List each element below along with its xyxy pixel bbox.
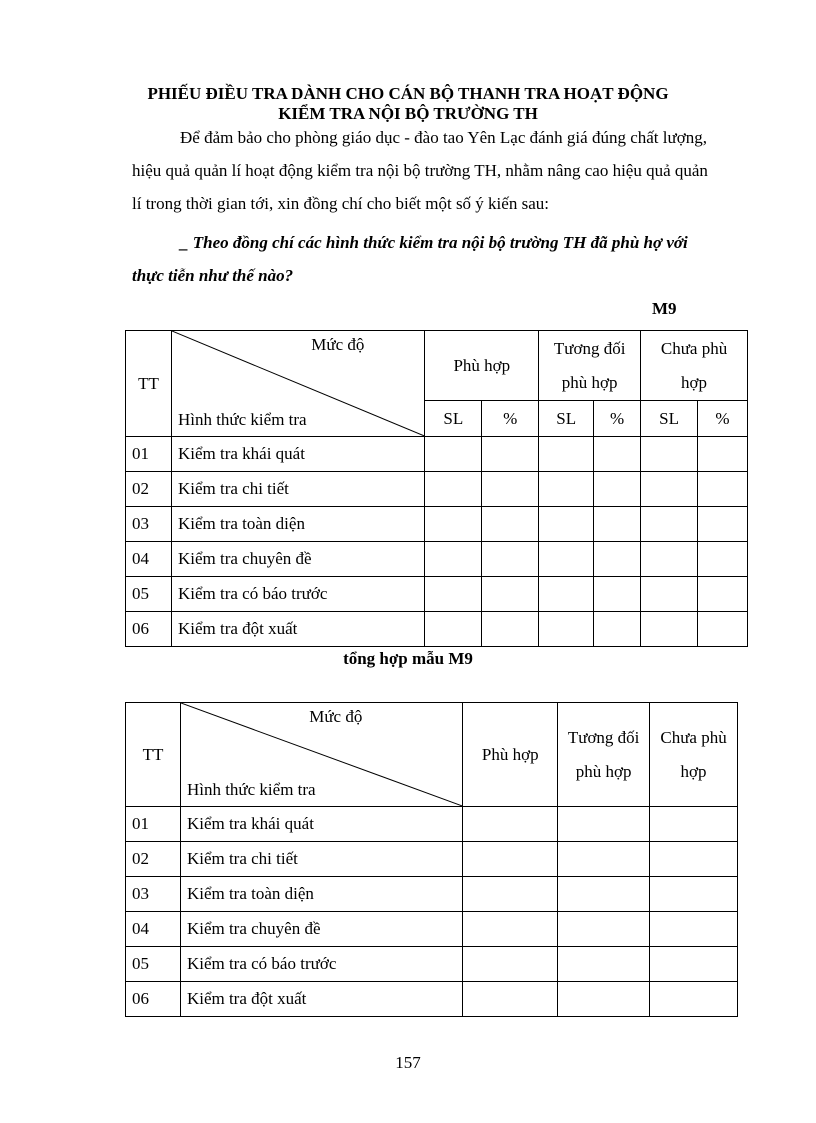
intro-paragraph: Để đảm bảo cho phòng giáo dục - đào tao Yên Lạc đánh giá đúng chất lượng, hiệu quả quản lí hoạt động kiểm tra nội bộ trường TH, nhằm nâng cao hiệu quả quản lí trong thời gian tới, xin đồng chí cho biết một số ý kiến sau: [132,128,708,213]
input-cell[interactable] [425,612,482,647]
input-cell[interactable] [558,982,650,1017]
row-tt: 06 [126,982,181,1017]
table-row [126,842,738,877]
row-tt: 02 [126,842,181,877]
input-cell[interactable] [594,472,641,507]
table-row [126,877,738,912]
input-cell[interactable] [463,842,558,877]
row-tt: 02 [126,472,172,507]
document-title-line-1: PHIẾU ĐIỀU TRA DÀNH CHO CÁN BỘ THANH TRA HOẠT ĐỘNG [147,84,669,103]
survey-question: _ Theo đồng chí các hình thức kiểm tra nội bộ trường TH đã phù hợ với thực tiễn như thế nào? [132,233,688,285]
header-phu-hop: Phù hợp [425,331,539,401]
row-tt: 05 [126,947,181,982]
row-tt: 01 [126,437,172,472]
subheader-sl: SL [641,401,698,437]
input-cell[interactable] [425,472,482,507]
row-form-name: Kiểm tra chi tiết [171,472,424,507]
input-cell[interactable] [698,577,748,612]
input-cell[interactable] [539,612,594,647]
header-phu-hop: Phù hợp [463,703,558,807]
table-row [126,912,738,947]
input-cell[interactable] [650,947,738,982]
summary-table-m9 [125,702,738,1017]
table-row [126,507,748,542]
input-cell[interactable] [594,612,641,647]
row-form-name: Kiểm tra đột xuất [180,982,462,1017]
input-cell[interactable] [539,472,594,507]
table-row [126,542,748,577]
input-cell[interactable] [650,912,738,947]
input-cell[interactable] [482,507,539,542]
input-cell[interactable] [650,877,738,912]
header-chua-phu-hop: Chưa phù hợp [650,703,738,807]
subheader-sl: SL [425,401,482,437]
input-cell[interactable] [425,507,482,542]
table-row [126,472,748,507]
document-title-line-2: KIỂM TRA NỘI BỘ TRƯỜNG TH [278,104,538,123]
header-form-label: Hình thức kiểm tra [177,410,307,429]
input-cell[interactable] [650,982,738,1017]
input-cell[interactable] [482,472,539,507]
input-cell[interactable] [698,472,748,507]
row-form-name: Kiểm tra chi tiết [180,842,462,877]
input-cell[interactable] [594,437,641,472]
header-tt: TT [126,703,181,807]
input-cell[interactable] [641,542,698,577]
subheader-percent: % [594,401,641,437]
input-cell[interactable] [539,577,594,612]
header-form-label: Hình thức kiểm tra [186,780,316,799]
input-cell[interactable] [463,877,558,912]
input-cell[interactable] [698,542,748,577]
input-cell[interactable] [698,437,748,472]
input-cell[interactable] [641,507,698,542]
header-tuong-doi-phu-hop: Tương đối phù hợp [558,703,650,807]
input-cell[interactable] [539,507,594,542]
subheader-percent: % [482,401,539,437]
row-form-name: Kiểm tra toàn diện [180,877,462,912]
row-form-name: Kiểm tra chuyên đề [180,912,462,947]
input-cell[interactable] [698,507,748,542]
input-cell[interactable] [482,612,539,647]
header-diagonal-cell [171,331,424,437]
input-cell[interactable] [539,542,594,577]
input-cell[interactable] [482,577,539,612]
input-cell[interactable] [594,577,641,612]
row-tt: 05 [126,577,172,612]
table-row [126,807,738,842]
subheader-percent: % [698,401,748,437]
input-cell[interactable] [482,437,539,472]
header-level-label: Mức độ [309,707,363,726]
input-cell[interactable] [558,947,650,982]
input-cell[interactable] [425,437,482,472]
input-cell[interactable] [641,577,698,612]
row-form-name: Kiểm tra có báo trước [180,947,462,982]
input-cell[interactable] [558,842,650,877]
table-row [126,612,748,647]
table-row [126,947,738,982]
row-form-name: Kiểm tra khái quát [180,807,462,842]
input-cell[interactable] [425,577,482,612]
input-cell[interactable] [650,842,738,877]
form-code-label: M9 [652,299,677,318]
row-form-name: Kiểm tra khái quát [171,437,424,472]
input-cell[interactable] [482,542,539,577]
input-cell[interactable] [594,542,641,577]
row-form-name: Kiểm tra có báo trước [171,577,424,612]
input-cell[interactable] [463,947,558,982]
row-tt: 04 [126,542,172,577]
row-tt: 03 [126,877,181,912]
input-cell[interactable] [698,612,748,647]
header-tuong-doi-phu-hop: Tương đối phù hợp [539,331,641,401]
page-number: 157 [395,1053,421,1072]
input-cell[interactable] [641,612,698,647]
input-cell[interactable] [463,982,558,1017]
input-cell[interactable] [558,807,650,842]
table-row [126,437,748,472]
input-cell[interactable] [558,877,650,912]
summary-title: tổng hợp mẫu M9 [343,649,473,668]
survey-table-m9 [125,330,748,647]
row-form-name: Kiểm tra chuyên đề [171,542,424,577]
subheader-sl: SL [539,401,594,437]
header-level-label: Mức độ [311,335,365,354]
input-cell[interactable] [539,437,594,472]
table-row [126,577,748,612]
input-cell[interactable] [463,912,558,947]
input-cell[interactable] [641,437,698,472]
table-row [126,982,738,1017]
row-form-name: Kiểm tra toàn diện [171,507,424,542]
header-diagonal-cell [180,703,462,807]
row-tt: 06 [126,612,172,647]
row-tt: 01 [126,807,181,842]
header-chua-phu-hop: Chưa phù hợp [641,331,748,401]
row-tt: 03 [126,507,172,542]
row-form-name: Kiểm tra đột xuất [171,612,424,647]
input-cell[interactable] [641,472,698,507]
input-cell[interactable] [650,807,738,842]
input-cell[interactable] [425,542,482,577]
input-cell[interactable] [558,912,650,947]
row-tt: 04 [126,912,181,947]
header-tt: TT [126,331,172,437]
input-cell[interactable] [463,807,558,842]
input-cell[interactable] [594,507,641,542]
